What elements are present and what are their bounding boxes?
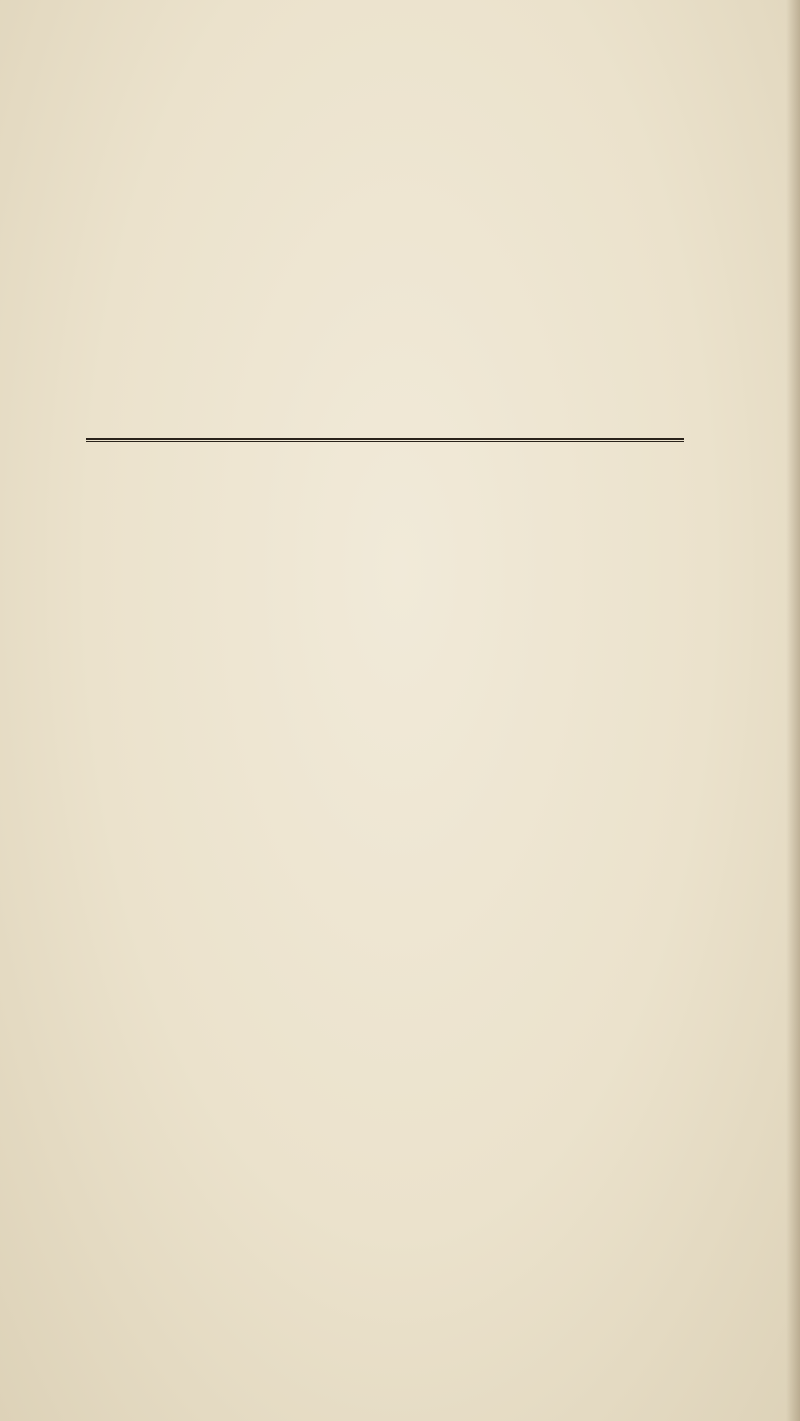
drop-cap — [46, 626, 116, 702]
page-edge-shadow — [786, 0, 800, 1421]
opening-line — [120, 630, 740, 662]
chapter-heading — [0, 560, 760, 600]
opening-second-line — [152, 665, 712, 697]
running-head — [84, 78, 724, 124]
section-divider-rule — [86, 438, 684, 442]
section-title — [100, 476, 700, 524]
